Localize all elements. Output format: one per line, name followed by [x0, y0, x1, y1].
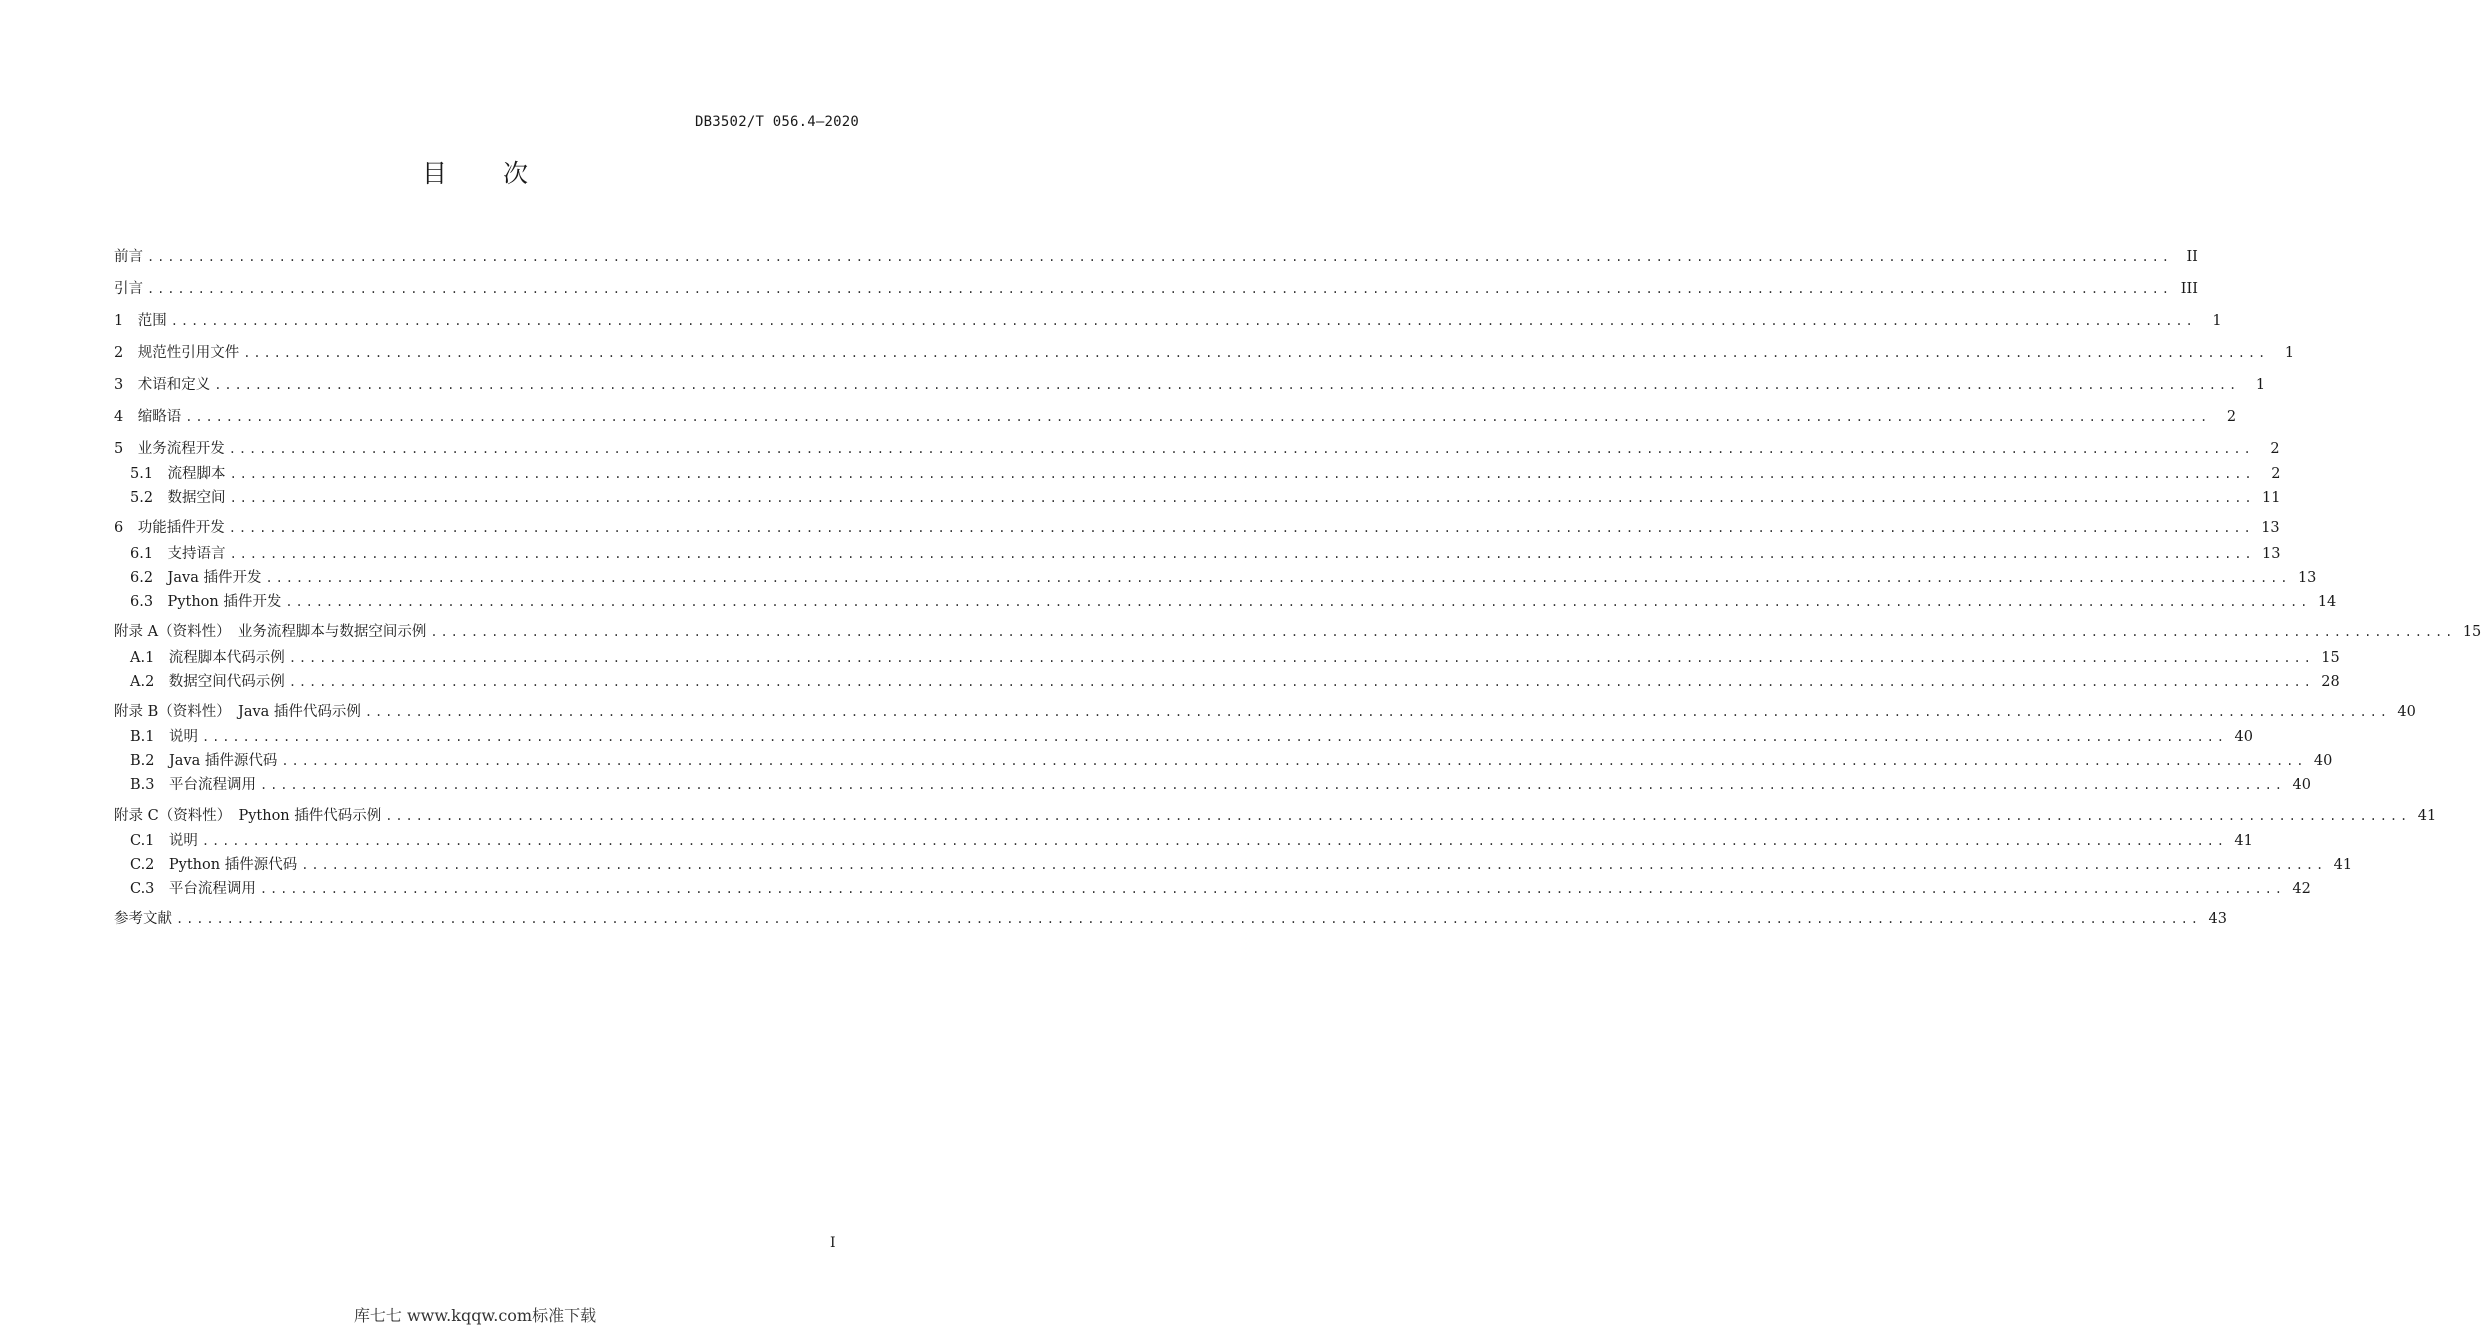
page-title: 目次 — [421, 159, 584, 188]
toc-entry-label: B.3 平台流程调用 — [130, 777, 256, 793]
toc-entry-label: 5 业务流程开发 — [114, 441, 225, 457]
toc-entry-label: 附录 A（资料性） 业务流程脚本与数据空间示例 — [114, 624, 427, 640]
toc-dot-leader: ........................................................................................................................................................................................................ — [281, 754, 2307, 768]
toc-entry-label: A.2 数据空间代码示例 — [130, 674, 285, 690]
toc-entry-page: 40 — [2397, 704, 2416, 720]
toc-entry-label: 6.2 Java 插件开发 — [130, 570, 262, 586]
toc-entry[interactable] — [130, 464, 2281, 484]
toc-entry[interactable] — [114, 279, 2198, 299]
toc-entry-label: B.1 说明 — [130, 729, 198, 745]
toc-entry-page: 40 — [2234, 729, 2253, 745]
toc-dot-leader: ........................................................................................................................................................................................................ — [385, 809, 2411, 823]
toc-dot-leader: ........................................................................................................................................................................................................ — [229, 547, 2255, 561]
footer-watermark: 库七七 www.kqqw.com标准下载 — [353, 1306, 597, 1325]
toc-entry-page: 1 — [2212, 313, 2222, 329]
toc-entry-page: 42 — [2292, 881, 2311, 897]
page-number: I — [830, 1235, 836, 1251]
toc-entry-page: 40 — [2313, 753, 2333, 769]
toc-entry[interactable] — [130, 568, 2317, 588]
toc-dot-leader: ........................................................................................................................................................................................................ — [259, 882, 2285, 896]
toc-dot-leader: ........................................................................................................................................................................................................ — [202, 730, 2227, 744]
toc-dot-leader: ........................................................................................................................................................................................................ — [288, 651, 2314, 665]
toc-dot-leader: ........................................................................................................................................................................................................ — [430, 625, 2456, 639]
toc-entry[interactable] — [114, 702, 2416, 722]
toc-entry[interactable] — [114, 311, 2222, 331]
toc-entry[interactable] — [130, 751, 2333, 771]
toc-entry[interactable] — [130, 855, 2353, 875]
toc-entry-page: 11 — [2262, 490, 2281, 506]
toc-entry-label: 参考文献 — [114, 911, 172, 927]
toc-entry[interactable] — [130, 488, 2281, 508]
toc-entry-label: C.1 说明 — [130, 833, 198, 849]
toc-entry-page: 2 — [2270, 441, 2280, 457]
toc-dot-leader: ........................................................................................................................................................................................................ — [147, 250, 2172, 264]
toc-dot-leader: ........................................................................................................................................................................................................ — [229, 491, 2255, 505]
toc-dot-leader: ........................................................................................................................................................................................................ — [214, 378, 2240, 392]
toc-entry[interactable] — [130, 672, 2340, 692]
toc-dot-leader: ........................................................................................................................................................................................................ — [364, 705, 2390, 719]
toc-dot-leader: ........................................................................................................................................................................................................ — [147, 282, 2172, 296]
toc-dot-leader: ........................................................................................................................................................................................................ — [229, 467, 2255, 481]
toc-entry-label: 5.1 流程脚本 — [130, 466, 226, 482]
toc-dot-leader: ........................................................................................................................................................................................................ — [185, 410, 2211, 424]
toc-entry[interactable] — [130, 592, 2337, 612]
toc-dot-leader: ........................................................................................................................................................................................................ — [265, 571, 2291, 585]
toc-entry[interactable] — [114, 439, 2280, 459]
toc-entry-page: 41 — [2234, 833, 2253, 849]
toc-dot-leader: ........................................................................................................................................................................................................ — [228, 442, 2254, 456]
document-code: DB3502/T 056.4—2020 — [695, 114, 859, 130]
toc-entry-label: 6.1 支持语言 — [130, 546, 226, 562]
toc-dot-leader: ........................................................................................................................................................................................................ — [260, 778, 2285, 792]
toc-entry-page: 41 — [2417, 808, 2437, 824]
toc-entry-page: 14 — [2317, 594, 2337, 610]
toc-entry[interactable] — [130, 544, 2281, 564]
toc-entry-page: 28 — [2321, 674, 2340, 690]
toc-entry-label: B.2 Java 插件源代码 — [130, 753, 278, 769]
toc-entry-label: 5.2 数据空间 — [130, 490, 226, 506]
toc-entry-label: 3 术语和定义 — [114, 377, 211, 393]
toc-dot-leader: ........................................................................................................................................................................................................ — [301, 858, 2327, 872]
toc-entry[interactable] — [114, 343, 2295, 363]
toc-entry[interactable] — [130, 775, 2311, 795]
toc-entry[interactable] — [114, 622, 2481, 642]
toc-dot-leader: ........................................................................................................................................................................................................ — [228, 521, 2254, 535]
toc-entry[interactable] — [114, 909, 2227, 929]
toc-dot-leader: ........................................................................................................................................................................................................ — [201, 834, 2227, 848]
toc-dot-leader: ........................................................................................................................................................................................................ — [176, 912, 2201, 926]
toc-entry-label: A.1 流程脚本代码示例 — [130, 650, 285, 666]
toc-entry-label: 附录 B（资料性） Java 插件代码示例 — [114, 704, 361, 720]
toc-entry[interactable] — [114, 407, 2237, 427]
toc-dot-leader: ........................................................................................................................................................................................................ — [170, 314, 2196, 328]
toc-entry-label: 6.3 Python 插件开发 — [130, 594, 282, 610]
toc-entry-label: 4 缩略语 — [114, 409, 182, 425]
toc-entry-page: II — [2186, 249, 2198, 265]
toc-entry-label: 6 功能插件开发 — [114, 520, 225, 536]
toc-dot-leader: ........................................................................................................................................................................................................ — [243, 346, 2269, 360]
toc-entry-label: 2 规范性引用文件 — [114, 345, 240, 361]
toc-entry[interactable] — [114, 518, 2280, 538]
toc-entry[interactable] — [114, 375, 2266, 395]
toc-entry-page: 40 — [2292, 777, 2311, 793]
toc-entry-label: 引言 — [114, 281, 143, 297]
toc-entry-page: 13 — [2262, 546, 2281, 562]
toc-entry-page: III — [2180, 281, 2198, 297]
toc-entry[interactable] — [114, 806, 2437, 826]
toc-entry-page: 1 — [2284, 345, 2295, 361]
toc-entry-page: 2 — [2271, 466, 2281, 482]
toc-dot-leader: ........................................................................................................................................................................................................ — [285, 595, 2311, 609]
toc-entry-page: 1 — [2255, 377, 2266, 393]
toc-entry-page: 43 — [2208, 911, 2227, 927]
toc-entry-page: 15 — [2321, 650, 2340, 666]
toc-entry-page: 13 — [2261, 520, 2280, 536]
toc-entry-page: 13 — [2297, 570, 2317, 586]
toc-entry[interactable] — [130, 727, 2253, 747]
toc-entry[interactable] — [130, 831, 2253, 851]
toc-entry-label: C.3 平台流程调用 — [130, 881, 256, 897]
toc-entry-page: 15 — [2462, 624, 2481, 640]
toc-entry-label: C.2 Python 插件源代码 — [130, 857, 298, 873]
toc-entry-label: 前言 — [114, 249, 143, 265]
toc-entry-label: 1 范围 — [114, 313, 167, 329]
toc-entry-page: 41 — [2333, 857, 2353, 873]
toc-entry[interactable] — [130, 879, 2311, 899]
toc-entry-page: 2 — [2226, 409, 2237, 425]
toc-entry[interactable] — [130, 648, 2340, 668]
toc-entry[interactable] — [114, 247, 2198, 267]
toc-dot-leader: ........................................................................................................................................................................................................ — [288, 675, 2314, 689]
toc-entry-label: 附录 C（资料性） Python 插件代码示例 — [114, 808, 382, 824]
